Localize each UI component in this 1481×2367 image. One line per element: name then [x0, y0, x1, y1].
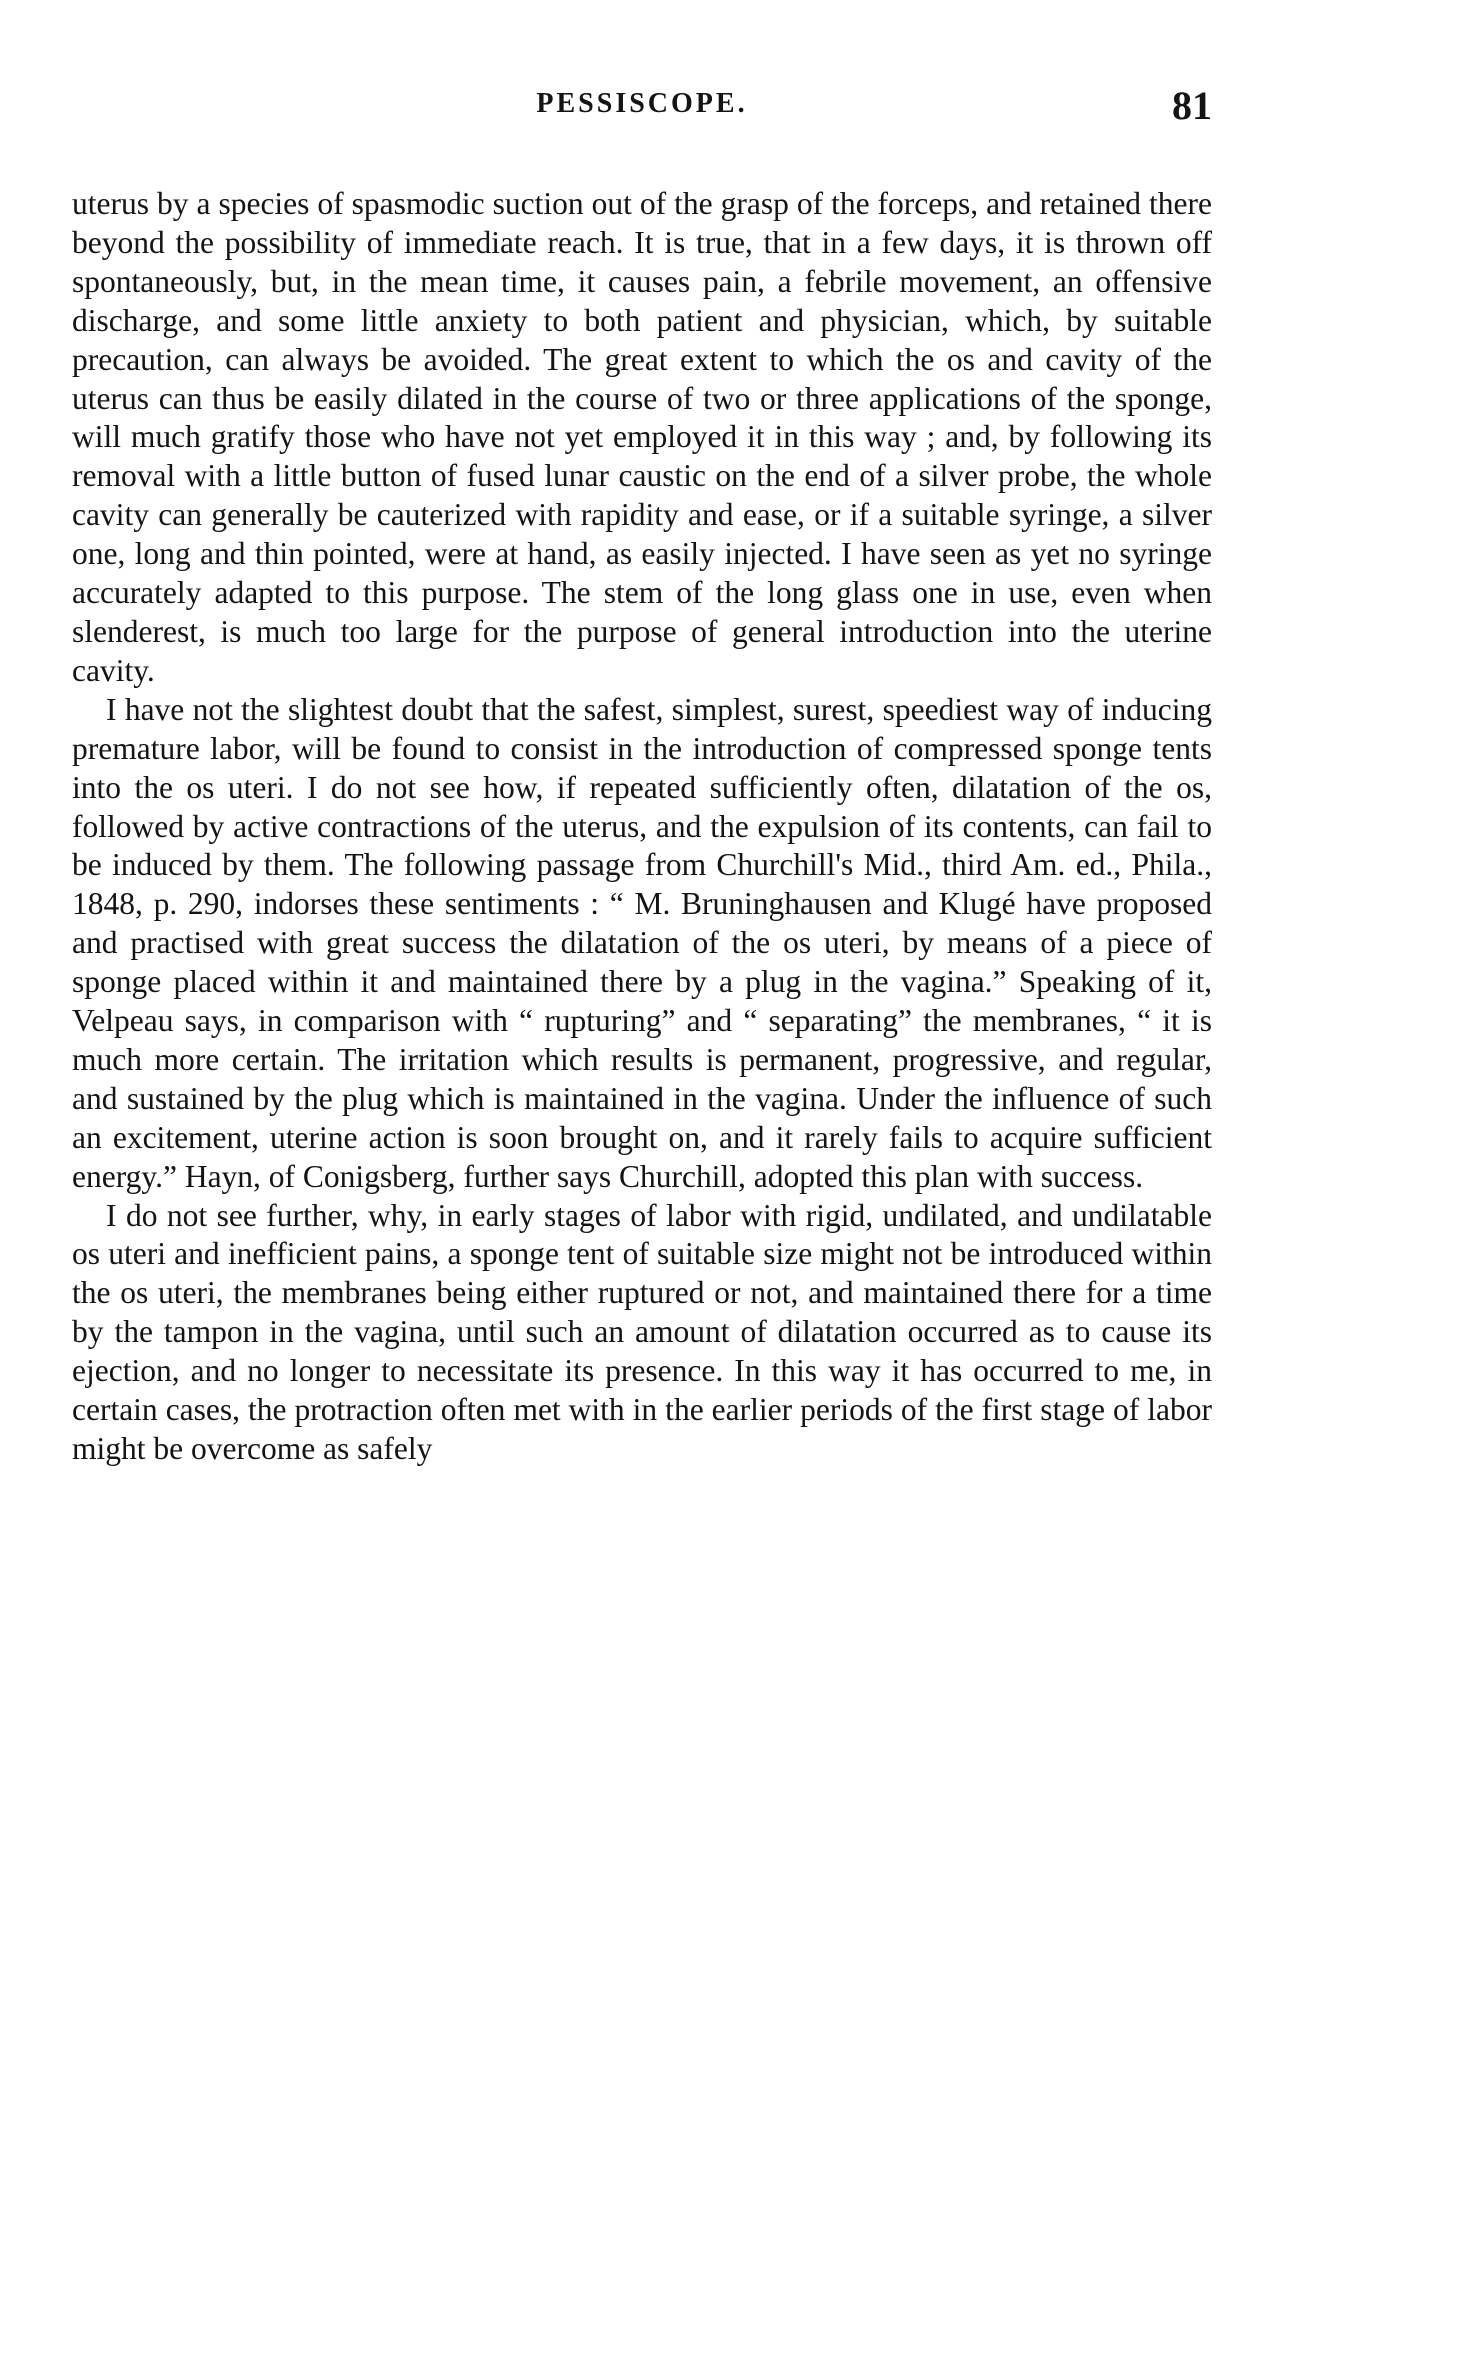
page-header [72, 83, 1212, 148]
paragraph-2: I have not the slightest doubt that the safest, simplest, surest, speediest way of inducing premature labor, will be found to consist in the introduction of compressed sponge tents into the os uteri. I do not see how, if repeated sufficiently often, dilatation of the os, followed by active contractions of the uterus, and the expulsion of its contents, can fail to be induced by them. The following passage from Churchill's Mid., third Am. ed., Phila., 1848, p. 290, indorses these sentiments : “ M. Bruninghausen and Klugé have proposed and practised with great success the dilatation of the os uteri, by means of a piece of sponge placed within it and maintained there by a plug in the vagina.” Speaking of it, Velpeau says, in comparison with “ rupturing” and “ separating” the membranes, “ it is much more certain. The irritation which results is permanent, progressive, and regular, and sustained by the plug which is maintained in the vagina. Under the influence of such an excitement, uterine action is soon brought on, and it rarely fails to acquire sufficient energy.” Hayn, of Conigsberg, further says Churchill, adopted this plan with success. [72, 691, 1212, 1194]
page-number: 81 [1172, 83, 1212, 128]
body-text [72, 185, 1212, 1469]
paragraph-1: uterus by a species of spasmodic suction out of the grasp of the forceps, and retained there beyond the possibility of immediate reach. It is true, that in a few days, it is thrown off spontaneously, but, in the mean time, it causes pain, a febrile movement, an offensive discharge, and some little anxiety to both patient and physician, which, by suitable precaution, can always be avoided. The great extent to which the os and cavity of the uterus can thus be easily dilated in the course of two or three applications of the sponge, will much gratify those who have not yet employed it in this way ; and, by following its removal with a little button of fused lunar caustic on the end of a silver probe, the whole cavity can generally be cauterized with rapidity and ease, or if a suitable syringe, a silver one, long and thin pointed, were at hand, as easily injected. I have seen as yet no syringe accurately adapted to this purpose. The stem of the long glass one in use, even when slenderest, is much too large for the purpose of general introduction into the uterine cavity. [72, 186, 1212, 688]
paragraph-3: I do not see further, why, in early stages of labor with rigid, undilated, and undilatable os uteri and inefficient pains, a sponge tent of suitable size might not be introduced within the os uteri, the membranes being either ruptured or not, and maintained there for a time by the tampon in the vagina, until such an amount of dilatation occurred as to cause its ejection, and no longer to necessitate its presence. In this way it has occurred to me, in certain cases, the protraction often met with in the earlier periods of the first stage of labor might be overcome as safely [72, 1197, 1212, 1466]
running-head: PESSISCOPE. [536, 88, 748, 119]
